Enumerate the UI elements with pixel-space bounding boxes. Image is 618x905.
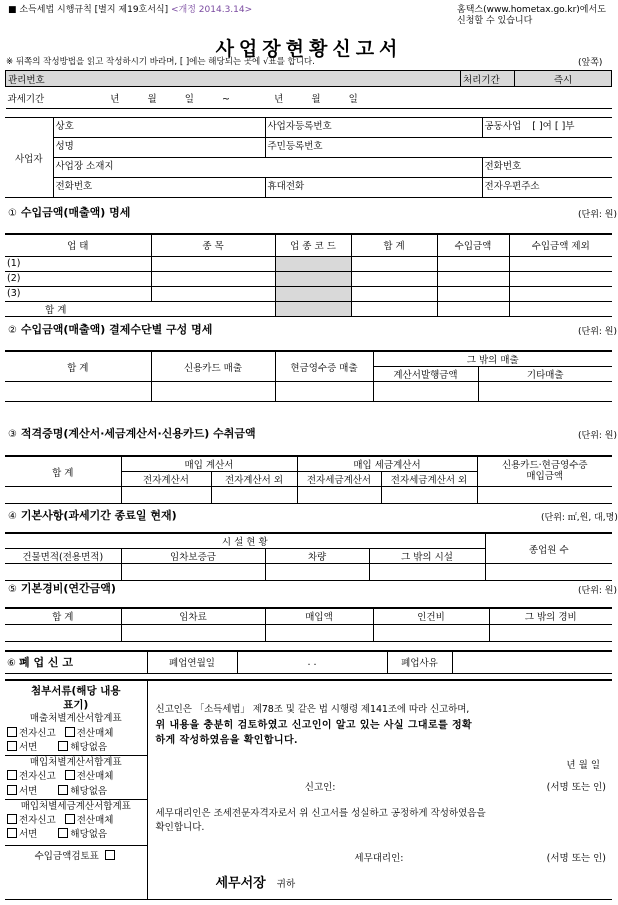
s1-code-cell	[275, 256, 351, 271]
s1-row2-label: (2)	[5, 271, 151, 286]
business-regno-field[interactable]	[265, 118, 482, 138]
tax-period-field[interactable]	[6, 87, 612, 109]
s2-etc-label: 기타매출	[478, 367, 612, 382]
section4-unit: (단위: ㎡,원, 대,명)	[541, 513, 618, 523]
section5-number: ⑤	[8, 584, 17, 595]
section3-title: 적격증명(계산서·세금계산서·신용카드) 수취금액	[20, 427, 256, 440]
rep-name-field[interactable]	[53, 138, 265, 158]
attach-group1-row1	[7, 727, 145, 741]
joint-business-checkboxes[interactable]: [ ]여 [ ]부	[532, 121, 575, 132]
s1-col-income: 수입금액	[437, 234, 509, 256]
s2-card-label: 신용카드 매출	[151, 351, 275, 382]
s4-cell[interactable]	[121, 564, 265, 581]
revision-note: <개정 2014.3.14>	[171, 5, 253, 15]
section2-number: ②	[8, 325, 17, 336]
s3-cell[interactable]	[381, 487, 477, 504]
attach-review-row	[5, 845, 147, 864]
s5-cell[interactable]	[373, 624, 489, 641]
s3-cell[interactable]	[211, 487, 297, 504]
checkbox-g3-media[interactable]	[65, 814, 75, 824]
business-name-label: 상호	[55, 121, 74, 132]
phone-field[interactable]	[482, 158, 612, 178]
decl-signer-row	[156, 779, 607, 793]
tax-period-month: 월	[147, 93, 157, 105]
s2-cell[interactable]	[151, 382, 275, 402]
decl-text1: 신고인은 「소득세법」 제78조 및 같은 법 시행령 제141조에 따라 신고하며,	[155, 704, 470, 715]
s4-vehicle-label: 차량	[265, 549, 369, 564]
location-label: 사업장 소재지	[55, 161, 114, 172]
s3-card-label-line1: 신용카드·현금영수증	[501, 459, 588, 471]
decl-agent-text	[156, 807, 607, 836]
s1-col-excluded: 수입금액 제외	[509, 234, 612, 256]
s6-reason-label: 폐업사유	[387, 651, 452, 673]
section4-title: 기본사항(과세기간 종료일 현재)	[20, 509, 177, 522]
s1-cell[interactable]	[351, 301, 437, 316]
s5-total-label: 합 계	[5, 608, 121, 624]
checkbox-g3-paper[interactable]	[7, 828, 17, 838]
declaration-panel	[147, 680, 612, 900]
section6-table	[5, 650, 612, 674]
joint-business-label: 공동사업	[484, 121, 522, 132]
attach-group2-row2	[7, 785, 145, 799]
decl-agent-line2: 확인합니다.	[155, 822, 205, 834]
review-label: 수입금액검토표	[34, 850, 99, 862]
section6-number: ⑥	[7, 658, 16, 670]
section1-table	[5, 233, 612, 317]
s1-col-item: 종 목	[151, 234, 275, 256]
tax-period-year: 년	[110, 93, 120, 105]
s6-date-field[interactable]: . .	[237, 651, 387, 673]
g3-na-label: 해당없음	[70, 829, 108, 841]
g1-electronic-label: 전자신고	[19, 727, 56, 739]
tax-office-honorific: 귀하	[276, 879, 296, 891]
checkbox-g1-na[interactable]	[58, 741, 68, 751]
business-name-field[interactable]	[53, 118, 265, 138]
section2-heading	[8, 324, 212, 336]
attach-title-line1: 첨부서류(해당 내용	[30, 685, 121, 697]
section4-number: ④	[8, 511, 17, 522]
checkbox-g1-electronic[interactable]	[7, 727, 17, 737]
checkbox-g3-na[interactable]	[58, 828, 68, 838]
s1-total-label: 합 계	[5, 301, 275, 316]
s1-cell[interactable]	[509, 286, 612, 301]
section4-heading	[8, 510, 177, 522]
s1-col-sum: 합 계	[351, 234, 437, 256]
s1-cell[interactable]	[351, 271, 437, 286]
section2-unit: (단위: 원)	[578, 327, 617, 337]
decl-agent-sign[interactable]: (서명 또는 인)	[546, 853, 606, 865]
s1-cell[interactable]	[437, 256, 509, 271]
form-header-law	[8, 6, 252, 15]
form-title: 사업장현황신고서	[215, 38, 403, 60]
s1-code-cell	[275, 286, 351, 301]
section1-number: ①	[8, 208, 17, 219]
s1-row1-label: (1)	[5, 256, 151, 271]
top-info-table	[5, 70, 612, 109]
g2-electronic-label: 전자신고	[19, 771, 56, 783]
s2-cash-label: 현금영수증 매출	[275, 351, 373, 382]
phone2-field[interactable]	[53, 178, 265, 198]
rep-name-label: 성명	[55, 141, 74, 152]
mobile-label: 휴대전화	[267, 181, 305, 192]
s2-other-label: 그 밖의 매출	[373, 351, 612, 367]
s3-non-e-tax-label: 전자세금계산서 외	[381, 472, 477, 487]
tax-period-year-end: 년	[274, 93, 284, 105]
s1-cell[interactable]	[509, 301, 612, 316]
s4-cell[interactable]	[485, 564, 612, 581]
g3-electronic-label: 전자신고	[19, 815, 56, 827]
attach-title-line2: 표기)	[63, 699, 89, 712]
s1-cell[interactable]	[351, 286, 437, 301]
business-info-table	[5, 117, 612, 198]
section1-title: 수입금액(매출액) 명세	[20, 206, 131, 219]
attach-group3-row2	[7, 828, 145, 842]
email-field[interactable]	[482, 178, 612, 198]
s3-card-label-line2: 매입금액	[526, 470, 564, 482]
s3-purchase-inv-label: 매입 계산서	[121, 456, 297, 472]
attach-group3-row1	[7, 814, 145, 828]
s4-cell[interactable]	[5, 564, 121, 581]
resident-no-field[interactable]	[265, 138, 612, 158]
s4-deposit-label: 임차보증금	[121, 549, 265, 564]
section3-number: ③	[8, 429, 17, 440]
s1-row3-label: (3)	[5, 286, 151, 301]
s5-cell[interactable]	[121, 624, 265, 641]
g2-media-label: 전산매체	[76, 771, 114, 783]
s1-cell[interactable]	[151, 271, 275, 286]
s5-cell[interactable]	[265, 624, 373, 641]
proc-period-value: 즉시	[515, 71, 612, 87]
s4-others-label: 그 밖의 시설	[369, 549, 485, 564]
s3-e-tax-label: 전자세금계산서	[297, 472, 381, 487]
section1-heading	[8, 207, 130, 219]
s1-cell[interactable]	[437, 301, 509, 316]
s1-cell[interactable]	[151, 286, 275, 301]
s2-cell[interactable]	[478, 382, 612, 402]
section3-heading	[8, 428, 256, 440]
section5-title: 기본경비(연간금액)	[20, 582, 116, 595]
s3-purchase-tax-label: 매입 세금계산서	[297, 456, 477, 472]
g1-paper-label: 서면	[19, 741, 38, 753]
tax-period-label: 과세기간	[7, 93, 45, 105]
attach-group1-label: 매출처별계산서합계표	[29, 713, 122, 725]
s2-total-label: 합 계	[5, 351, 151, 382]
checkbox-review[interactable]	[105, 850, 115, 860]
g3-media-label: 전산매체	[76, 815, 114, 827]
section2-title: 수입금액(매출액) 결제수단별 구성 명세	[20, 323, 213, 336]
section3-table	[5, 455, 612, 504]
s4-employees-label: 종업원 수	[485, 533, 612, 564]
decl-signer-sign[interactable]: (서명 또는 인)	[546, 781, 606, 793]
s6-date-label: 폐업연월일	[147, 651, 237, 673]
proc-period-label: 처리기간	[461, 71, 515, 87]
decl-text3: 하게 작성하였음을 확인합니다.	[155, 735, 298, 747]
s1-col-code: 업 종 코 드	[275, 234, 351, 256]
attach-group2-row1	[7, 770, 145, 784]
decl-signer-label: 신고인:	[304, 781, 336, 793]
checkbox-g2-electronic[interactable]	[7, 770, 17, 780]
attachments-panel	[5, 680, 147, 900]
attachment-declaration-table	[5, 679, 612, 900]
section5-heading	[8, 583, 116, 595]
attach-group2-label: 매입처별계산서합계표	[5, 755, 147, 770]
s1-cell[interactable]	[509, 271, 612, 286]
section5-table	[5, 607, 612, 642]
phone-label: 전화번호	[484, 161, 522, 172]
decl-agent-row	[156, 850, 607, 864]
s3-total-label: 합 계	[5, 456, 121, 487]
tax-period-month-end: 월	[311, 93, 321, 105]
s5-other-label: 그 밖의 경비	[489, 608, 612, 624]
s4-facility-label: 시 설 현 황	[5, 533, 485, 549]
s1-cell[interactable]	[437, 286, 509, 301]
g3-paper-label: 서면	[19, 829, 38, 841]
mgmt-no-label: 관리번호	[6, 71, 461, 87]
s3-cell[interactable]	[297, 487, 381, 504]
s2-cell[interactable]	[373, 382, 478, 402]
attach-title	[7, 684, 145, 712]
business-label: 사업자	[5, 118, 53, 198]
s1-cell[interactable]	[509, 256, 612, 271]
decl-agent-line1: 세무대리인은 조세전문자격자로서 위 신고서를 성실하고 공정하게 작성하였음을	[155, 807, 486, 819]
s4-area-label: 건물면적(전용면적)	[5, 549, 121, 564]
s2-cell[interactable]	[5, 382, 151, 402]
decl-agent-label: 세무대리인:	[354, 853, 404, 865]
decl-text2: 위 내용을 충분히 검토하였고 신고인이 알고 있는 사실 그대로를 정확	[155, 719, 473, 731]
mobile-field[interactable]	[265, 178, 482, 198]
g2-paper-label: 서면	[19, 785, 38, 797]
s3-card-label	[477, 456, 612, 487]
s3-cell[interactable]	[121, 487, 211, 504]
s3-e-inv-label: 전자계산서	[121, 472, 211, 487]
checkbox-g2-paper[interactable]	[7, 785, 17, 795]
checkbox-g2-na[interactable]	[58, 785, 68, 795]
tax-period-day: 일	[184, 93, 194, 105]
s5-cell[interactable]	[489, 624, 612, 641]
s1-cell[interactable]	[437, 271, 509, 286]
tax-period-tilde: ~	[222, 93, 230, 105]
decl-office-row	[156, 872, 607, 891]
hometax-note: 홈택스(www.hometax.go.kr)에서도 신청할 수 있습니다	[457, 5, 606, 26]
section5-unit: (단위: 원)	[578, 586, 617, 596]
s2-cell[interactable]	[275, 382, 373, 402]
s6-heading	[5, 651, 147, 673]
joint-business-field[interactable]	[482, 118, 612, 138]
attach-group1-row2	[7, 741, 145, 755]
form-notice: ※ 뒤쪽의 작성방법을 읽고 작성하시기 바라며, [ ]에는 해당되는 곳에 √표를 합니다.	[6, 57, 315, 67]
s5-purchase-label: 매입액	[265, 608, 373, 624]
location-field[interactable]	[53, 158, 482, 178]
s1-col-business-type: 업 태	[5, 234, 151, 256]
g2-na-label: 해당없음	[70, 785, 108, 797]
s3-non-e-inv-label: 전자계산서 외	[211, 472, 297, 487]
tax-office-name: 세무서장	[215, 876, 266, 892]
s3-cell[interactable]	[5, 487, 121, 504]
g1-media-label: 전산매체	[76, 727, 114, 739]
law-reference: ■ 소득세법 시행규칙 [별지 제19호서식]	[8, 5, 169, 15]
resident-no-label: 주민등록번호	[267, 141, 323, 152]
section2-table	[5, 350, 612, 402]
s6-reason-field[interactable]	[452, 651, 612, 673]
s5-labor-label: 인건비	[373, 608, 489, 624]
business-regno-label: 사업자등록번호	[267, 121, 332, 132]
s4-cell[interactable]	[369, 564, 485, 581]
page-side-label: (앞쪽)	[578, 58, 603, 68]
decl-date[interactable]: 년 월 일	[566, 759, 600, 771]
s5-rent-label: 임차료	[121, 608, 265, 624]
s5-cell[interactable]	[5, 624, 121, 641]
section1-unit: (단위: 원)	[578, 210, 617, 220]
g1-na-label: 해당없음	[70, 741, 108, 753]
s1-cell[interactable]	[151, 256, 275, 271]
s3-cell[interactable]	[477, 487, 612, 504]
section3-unit: (단위: 원)	[578, 431, 617, 441]
checkbox-g2-media[interactable]	[65, 770, 75, 780]
s1-code-cell	[275, 301, 351, 316]
s4-cell[interactable]	[265, 564, 369, 581]
checkbox-g1-media[interactable]	[65, 727, 75, 737]
checkbox-g1-paper[interactable]	[7, 741, 17, 751]
email-label: 전자우편주소	[484, 181, 540, 192]
phone2-label: 전화번호	[55, 181, 93, 192]
tax-period-day-end: 일	[348, 93, 358, 105]
attach-group3-label: 매입처별세금계산서합계표	[5, 799, 147, 814]
s1-code-cell	[275, 271, 351, 286]
s1-cell[interactable]	[351, 256, 437, 271]
s2-invoice-label: 계산서발행금액	[373, 367, 478, 382]
section6-title: 폐 업 신 고	[19, 656, 73, 670]
section4-table	[5, 532, 612, 581]
checkbox-g3-electronic[interactable]	[7, 814, 17, 824]
